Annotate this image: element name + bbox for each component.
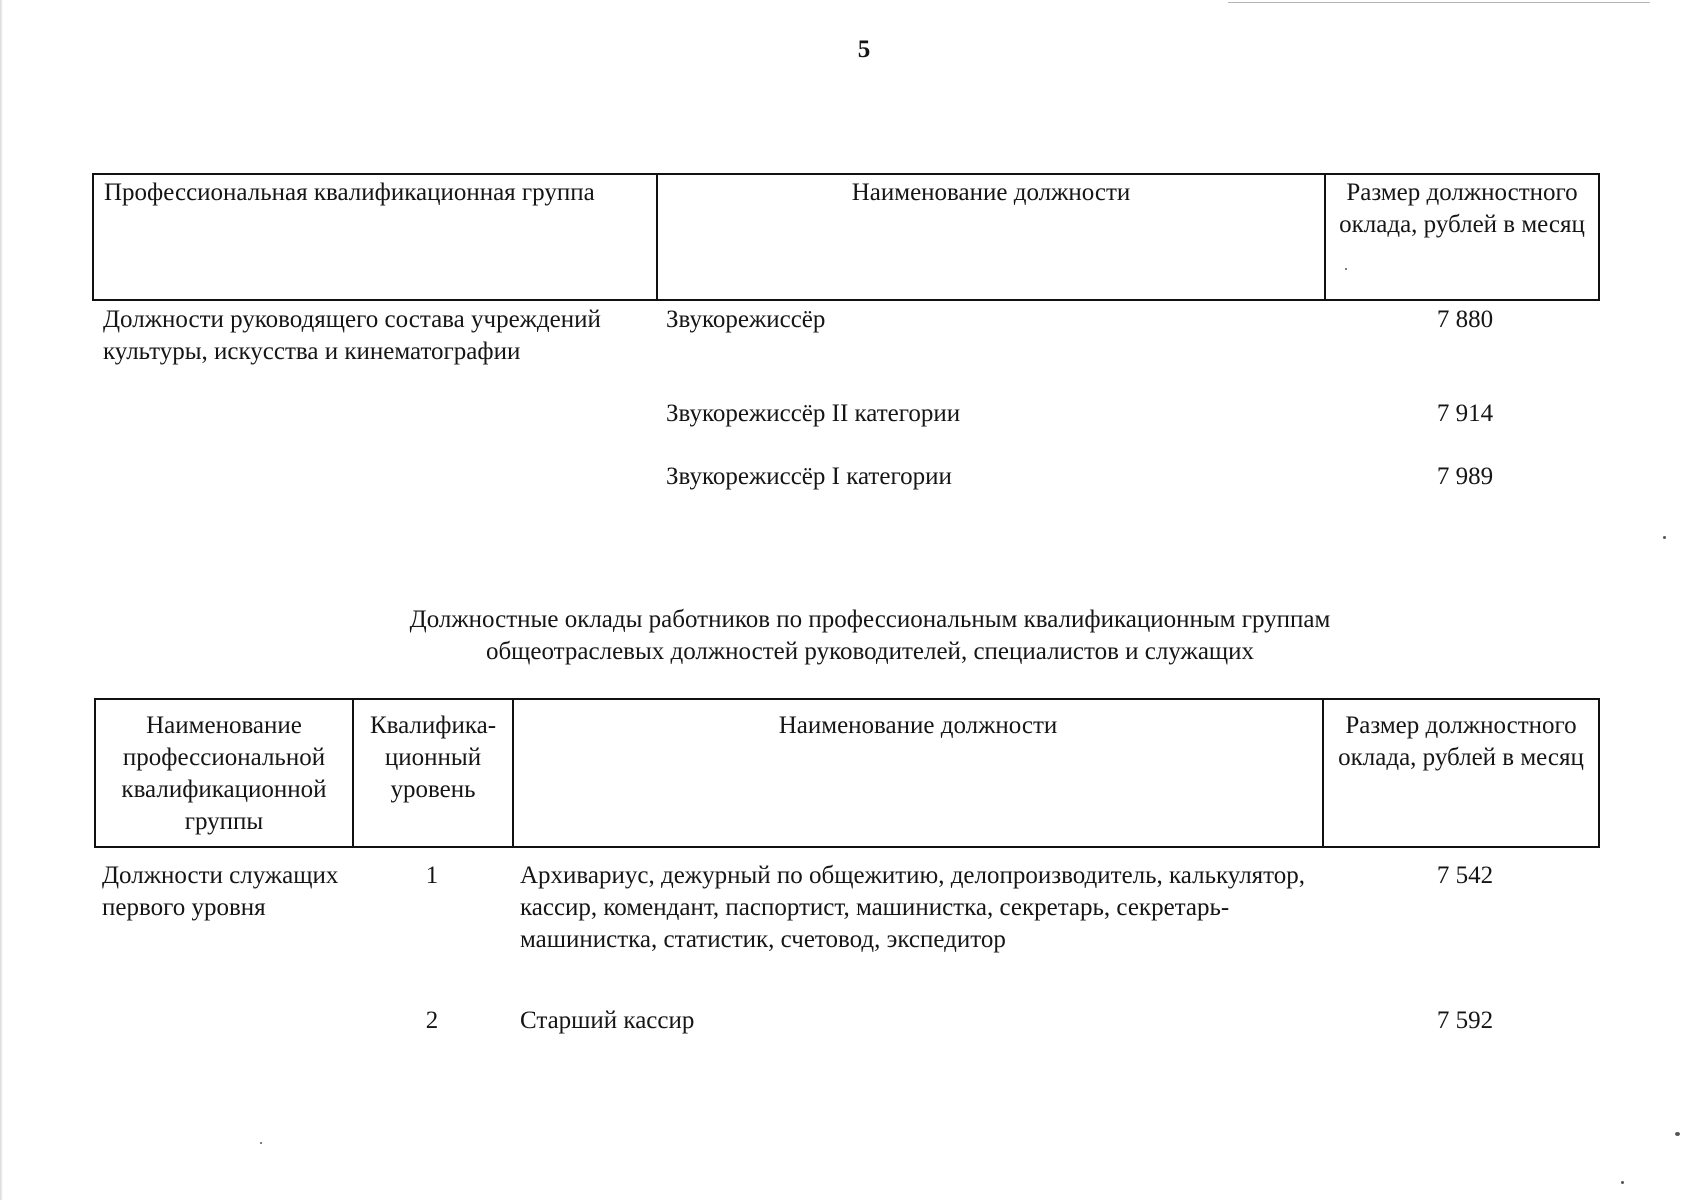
table2-row-level: 1 xyxy=(425,862,439,889)
table2-row-position: Старший кассир xyxy=(520,1007,695,1034)
table1-row-salary: 7 914 xyxy=(1436,400,1494,427)
table2-header-group: Наименование профессиональной квалификационной группы xyxy=(96,700,354,846)
scan-speck xyxy=(260,1142,262,1144)
table2-row-salary: 7 542 xyxy=(1436,862,1494,889)
table2-group-name: Должности служащих первого уровня xyxy=(102,862,339,921)
table1-row-position: Звукорежиссёр xyxy=(666,306,826,333)
table2-row-level: 2 xyxy=(425,1007,439,1034)
scan-speck xyxy=(1663,536,1666,539)
table1-row-position: Звукорежиссёр II категории xyxy=(666,400,961,427)
table1-header xyxy=(92,173,1600,301)
scan-speck xyxy=(1621,1181,1624,1184)
table2-header xyxy=(94,698,1600,848)
table2-row-salary: 7 592 xyxy=(1436,1007,1494,1034)
section-title xyxy=(290,604,1450,668)
table1-header-salary-cell xyxy=(1326,175,1598,299)
table1-header-salary: Размер должностного оклада, рублей в месяц xyxy=(1339,179,1585,238)
table1-header-position: Наименование должности xyxy=(851,179,1131,206)
table1-group-name: Должности руководящего состава учреждений культуры, искусства и кинематографии xyxy=(103,306,601,365)
table1-row xyxy=(0,304,1707,338)
table2-row-position: Архивариус, дежурный по общежитию, делопроизводитель, калькулятор, кассир, комендант, паспортист, машинистка, секретарь, секретарь-машинистка, статистик, счетовод, экспедитор xyxy=(520,862,1306,953)
table2-header-position: Наименование должности xyxy=(514,700,1324,846)
scan-speck xyxy=(1675,1132,1680,1136)
section-title-line: общеотраслевых должностей руководителей, специалистов и служащих xyxy=(485,638,1255,665)
table1-header-group: Профессиональная квалификационная группа xyxy=(104,179,595,206)
table1-header-position-cell xyxy=(658,175,1326,299)
scan-artifact-line xyxy=(1228,2,1650,3)
table1-row-salary: 7 880 xyxy=(1436,306,1494,333)
table1-row-position: Звукорежиссёр I категории xyxy=(666,463,952,490)
table1-row xyxy=(0,398,1707,432)
table2-header-salary: Размер должностного оклада, рублей в месяц xyxy=(1338,712,1584,771)
page-number: 5 xyxy=(857,36,871,63)
table2-header-level: Квалифика- ционный уровень xyxy=(354,700,514,846)
table1-row-salary: 7 989 xyxy=(1436,463,1494,490)
scan-edge xyxy=(0,0,3,1200)
table1-row xyxy=(0,461,1707,495)
section-title-line: Должностные оклады работников по профессиональным квалификационным группам xyxy=(409,606,1331,633)
table1-header-group-cell xyxy=(94,175,658,299)
